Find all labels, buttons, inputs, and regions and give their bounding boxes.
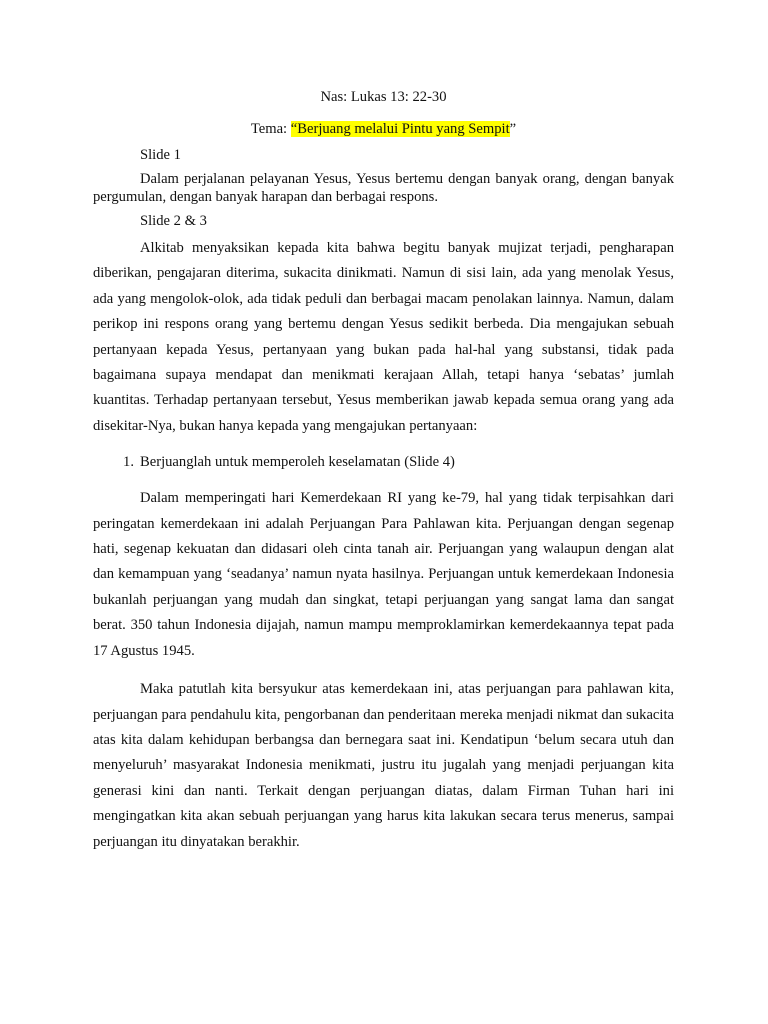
- slide-1-label: Slide 1: [140, 147, 181, 163]
- scripture-reference: Nas: Lukas 13: 22-30: [320, 89, 447, 105]
- list-item: [93, 451, 674, 473]
- list-item-number: 1.: [123, 454, 134, 471]
- theme-prefix: Tema:: [250, 121, 291, 137]
- paragraph-1: Dalam perjalanan pelayanan Yesus, Yesus bertemu dengan banyak orang, dengan banyak pergumulan, dengan banyak harapan dan berbagai respons.: [93, 171, 674, 205]
- slide-2-3-label: Slide 2 & 3: [140, 213, 207, 229]
- theme-highlight: “Berjuang melalui Pintu yang Sempit: [290, 121, 510, 137]
- list-item-text: Berjuanglah untuk memperoleh keselamatan (Slide 4): [140, 454, 455, 471]
- sermon-theme: [93, 118, 674, 140]
- paragraph-3: Dalam memperingati hari Kemerdekaan RI yang ke-79, hal yang tidak terpisahkan dari peringatan kemerdekaan ini adalah Perjuangan Para Pahlawan kita. Perjuangan dengan segenap hati, segenap kekuatan dan didasari oleh cinta tanah air. Perjuangan yang walaupun dengan alat dan kemampuan yang ‘seadanya’ namun nyata hasilnya. Perjuangan untuk kemerdekaan Indonesia bukanlah perjuangan yang mudah dan singkat, tetapi perjuangan yang sangat lama dan sangat berat. 350 tahun Indonesia dijajah, namun mampu memproklamirkan kemerdekaannya tepat pada 17 Agustus 1945.: [93, 490, 674, 659]
- theme-suffix: ”: [509, 121, 517, 137]
- document-content: [93, 86, 674, 855]
- paragraph-4: Maka patutlah kita bersyukur atas kemerdekaan ini, atas perjuangan para pahlawan kita, perjuangan para pendahulu kita, pengorbanan dan penderitaan mereka menjadi nikmat dan sukacita atas kita dalam kehidupan berbangsa dan bernegara saat ini. Kendatipun ‘belum secara utuh dan menyeluruh’ masyarakat Indonesia menikmati, justru itu jugalah yang menjadi perjuangan kita generasi kini dan nanti. Terkait dengan perjuangan diatas, dalam Firman Tuhan hari ini mengingatkan kita akan sebuah perjuangan yang harus kita lakukan secara terus menerus, sampai perjuangan itu dinyatakan berakhir.: [93, 681, 674, 850]
- paragraph-2: Alkitab menyaksikan kepada kita bahwa begitu banyak mujizat terjadi, pengharapan diberikan, pengajaran diterima, sukacita dinikmati. Namun di sisi lain, ada yang menolak Yesus, ada yang mengolok-olok, ada tidak peduli dan berbagai macam penolakan lainnya. Namun, dalam perikop ini respons orang yang bertemu dengan Yesus sedikit berbeda. Dia mengajukan sebuah pertanyaan kepada Yesus, pertanyaan yang bukan pada hal-hal yang substansi, tidak pada bagaimana supaya mendapat dan menikmati kerajaan Allah, tetapi hanya ‘sebatas’ jumlah kuantitas. Terhadap pertanyaan tersebut, Yesus memberikan jawab kepada semua orang yang ada disekitar-Nya, bukan hanya kepada yang mengajukan pertanyaan:: [93, 240, 674, 434]
